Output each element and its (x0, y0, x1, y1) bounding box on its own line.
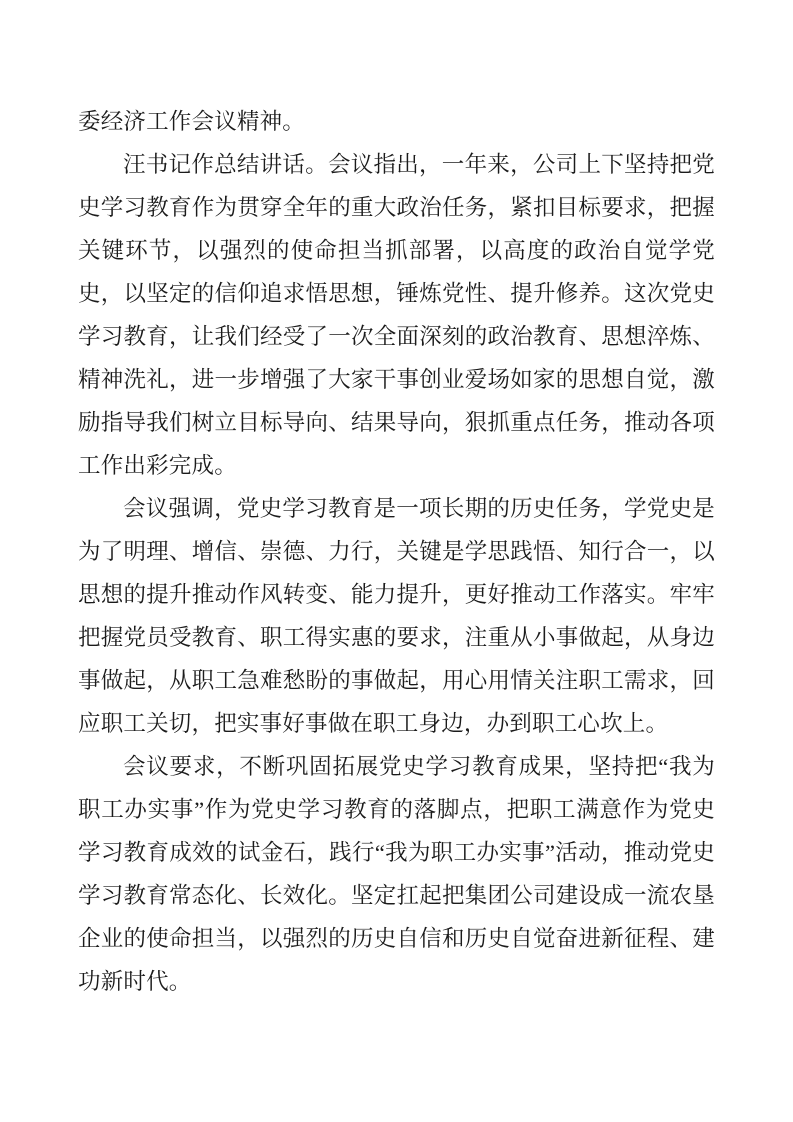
paragraph-meeting-emphasis: 会议强调，党史学习教育是一项长期的历史任务，学党史是为了明理、增信、崇德、力行，关键是学思践悟、知行合一，以思想的提升推动作风转变、能力提升，更好推动工作落实。牢牢把握党员受教育、职工得实惠的要求，注重从小事做起，从身边事做起，从职工急难愁盼的事做起，用心用情关注职工需求，回应职工关切，把实事好事做在职工身边，办到职工心坎上。 (78, 496, 715, 736)
paragraph-wang-summary: 汪书记作总结讲话。会议指出，一年来，公司上下坚持把党史学习教育作为贯穿全年的重大政治任务，紧扣目标要求，把握关键环节，以强烈的使命担当抓部署，以高度的政治自觉学党史，以坚定的信仰追求悟思想，锤炼党性、提升修养。这次党史学习教育，让我们经受了一次全面深刻的政治教育、思想淬炼、精神洗礼，进一步增强了大家干事创业爱场如家的思想自觉，激励指导我们树立目标导向、结果导向，狠抓重点任务，推动各项工作出彩完成。 (78, 152, 715, 478)
paragraph-continuation: 委经济工作会议精神。 (78, 109, 306, 134)
document-body (78, 100, 715, 1003)
paragraph-meeting-requirement: 会议要求，不断巩固拓展党史学习教育成果，坚持把“我为职工办实事”作为党史学习教育的落脚点，把职工满意作为党史学习教育成效的试金石，践行“我为职工办实事”活动，推动党史学习教育常态化、长效化。坚定扛起把集团公司建设成一流农垦企业的使命担当，以强烈的历史自信和历史自觉奋进新征程、建功新时代。 (78, 754, 715, 994)
